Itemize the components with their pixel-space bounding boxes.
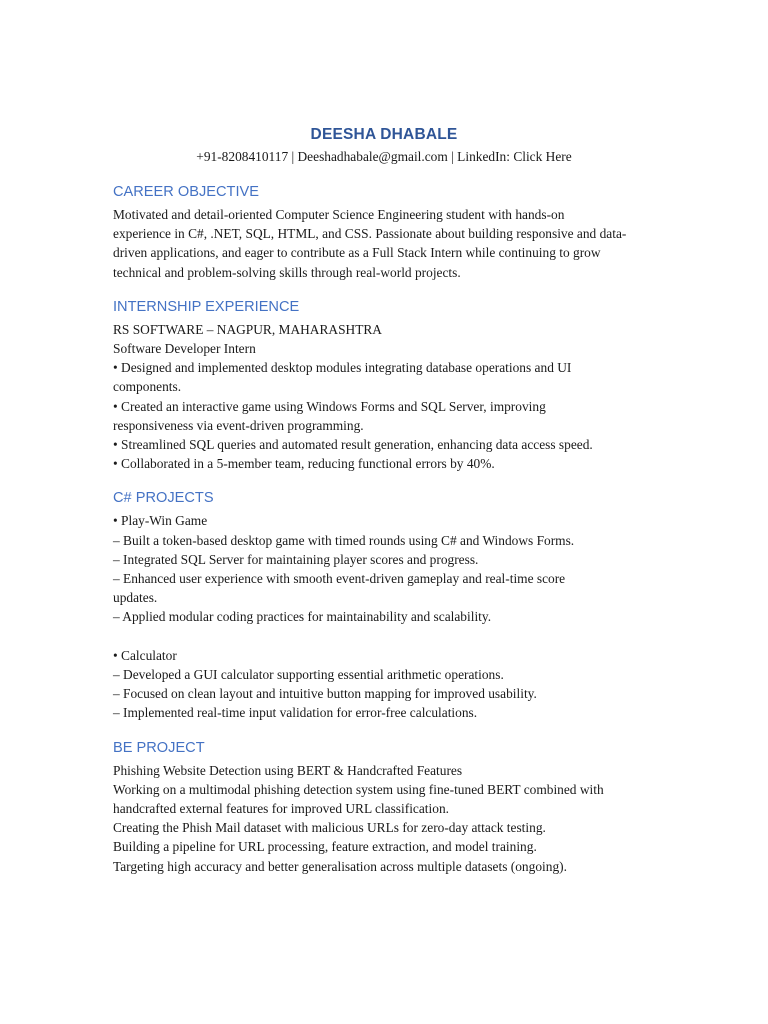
be-project-line: Building a pipeline for URL processing, feature extraction, and model training. [113,839,537,855]
internship-bullet: • Created an interactive game using Windows Forms and SQL Server, improving [113,398,546,414]
company-line: RS SOFTWARE – NAGPUR, MAHARASHTRA [113,321,382,337]
job-title: Software Developer Intern [113,341,256,357]
resume-body [113,180,661,876]
candidate-name: DEESHA DHABALE [310,126,458,143]
contact-line: +91-8208410117 | Deeshadhabale@gmail.com | LinkedIn: Click Here [196,149,572,164]
csharp-projects-section [113,486,661,722]
project-title-calculator: • Calculator [113,647,177,663]
be-project-line: Creating the Phish Mail dataset with malicious URLs for zero-day attack testing. [113,820,546,836]
resume-header [0,124,768,168]
career-objective-section [113,180,661,282]
project-title-play-win: • Play-Win Game [113,513,208,529]
section-title-be-project: BE PROJECT [113,739,205,756]
career-objective-line: technical and problem-solving skills through real-world projects. [113,264,461,280]
be-project-line: handcrafted external features for improved URL classification. [113,801,449,817]
project-detail: – Applied modular coding practices for maintainability and scalability. [113,609,492,625]
internship-bullet: components. [113,379,182,395]
be-project-title: Phishing Website Detection using BERT & Handcrafted Features [113,762,463,778]
be-project-section [113,736,661,876]
section-title-internship: INTERNSHIP EXPERIENCE [113,298,300,315]
internship-bullet: responsiveness via event-driven programming. [113,417,364,433]
project-detail: – Enhanced user experience with smooth event-driven gameplay and real-time score [113,571,566,587]
section-title-career-objective: CAREER OBJECTIVE [113,184,259,200]
internship-bullet: • Designed and implemented desktop modules integrating database operations and UI [113,360,572,376]
project-detail: updates. [113,590,158,606]
project-detail: – Integrated SQL Server for maintaining player scores and progress. [113,551,479,567]
internship-section [113,295,661,474]
be-project-line: Working on a multimodal phishing detection system using fine-tuned BERT combined with [113,781,604,797]
be-project-line: Targeting high accuracy and better generalisation across multiple datasets (ongoing). [113,858,567,874]
project-spacer [113,627,661,646]
project-detail: – Focused on clean layout and intuitive button mapping for improved usability. [113,686,537,702]
internship-bullet: • Collaborated in a 5-member team, reducing functional errors by 40%. [113,456,495,472]
career-objective-line: driven applications, and eager to contribute as a Full Stack Intern while continuing to grow [113,245,601,261]
career-objective-line: Motivated and detail-oriented Computer Science Engineering student with hands-on [113,207,565,222]
internship-bullet: • Streamlined SQL queries and automated result generation, enhancing data access speed. [113,437,593,453]
section-title-csharp-projects: C# PROJECTS [113,490,214,507]
career-objective-line: experience in C#, .NET, SQL, HTML, and CSS. Passionate about building responsive and data- [113,226,627,242]
project-detail: – Implemented real-time input validation for error-free calculations. [113,705,478,721]
project-detail: – Developed a GUI calculator supporting essential arithmetic operations. [113,667,504,683]
project-detail: – Built a token-based desktop game with timed rounds using C# and Windows Forms. [113,532,575,548]
